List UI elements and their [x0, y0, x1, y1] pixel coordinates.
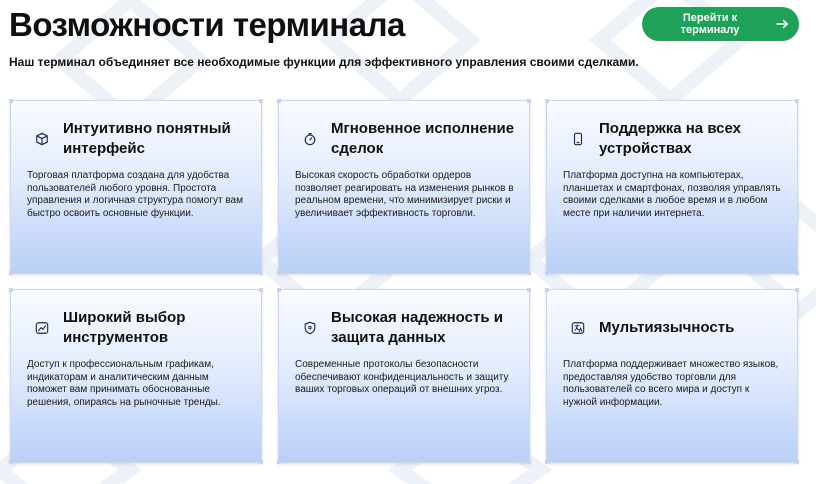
feature-description: Торговая платформа создана для удобства пользователей любого уровня. Простота управления и логичная структура помогут вам быстро освоить основные функции.	[27, 170, 243, 219]
feature-card-header	[299, 119, 517, 159]
arrow-right-icon	[776, 17, 789, 31]
feature-description: Платформа доступна на компьютерах, планшетах и смартфонах, позволяя управлять своими сделками в любое время и в любом месте при наличии интернета.	[563, 170, 781, 219]
feature-card-header	[31, 308, 249, 348]
page-header	[9, 2, 639, 70]
feature-description: Современные протоколы безопасности обеспечивают конфиденциальность и защиту ваших торговых операций от внешних угроз.	[295, 359, 509, 395]
feature-description: Доступ к профессиональным графикам, индикаторам и аналитическим данным поможет вам принимать обоснованные решения, опираясь на рыночные тренды.	[27, 359, 221, 408]
feature-card-security	[278, 289, 530, 463]
feature-card-tools	[10, 289, 262, 463]
feature-card-languages	[546, 289, 798, 463]
feature-title: Мультиязычность	[599, 319, 735, 336]
go-to-terminal-label: Перейти к терминалу	[680, 12, 740, 36]
feature-card-execution	[278, 100, 530, 274]
timer-icon	[299, 128, 321, 150]
feature-description: Высокая скорость обработки ордеров позволяет реагировать на изменения рынков в реальном времени, что минимизирует риски и увеличивает эффективность торговли.	[295, 170, 514, 219]
feature-card-header	[567, 308, 785, 348]
feature-title: Широкий выбор инструментов	[63, 309, 186, 346]
chart-image-icon	[31, 317, 53, 339]
feature-card-header	[299, 308, 517, 348]
go-to-terminal-button[interactable]	[642, 7, 799, 41]
cube-icon	[31, 128, 53, 150]
feature-card-interface	[10, 100, 262, 274]
page-title: Возможности терминала	[9, 6, 405, 43]
feature-title: Поддержка на всех устройствах	[599, 120, 741, 157]
mobile-device-icon	[567, 128, 589, 150]
feature-title: Интуитивно понятный интерфейс	[63, 120, 231, 157]
feature-card-header	[31, 119, 249, 159]
feature-card-devices	[546, 100, 798, 274]
feature-title: Мгновенное исполнение сделок	[331, 120, 515, 157]
translate-icon	[567, 317, 589, 339]
feature-description: Платформа поддерживает множество языков, предоставляя удобство торговли для пользователей со всего мира и доступ к нужной информации.	[563, 359, 779, 408]
page-subtitle: Наш терминал объединяет все необходимые функции для эффективного управления своими сделками.	[9, 55, 639, 69]
shield-icon	[299, 317, 321, 339]
feature-card-header	[567, 119, 785, 159]
feature-title: Высокая надежность и защита данных	[331, 309, 503, 346]
